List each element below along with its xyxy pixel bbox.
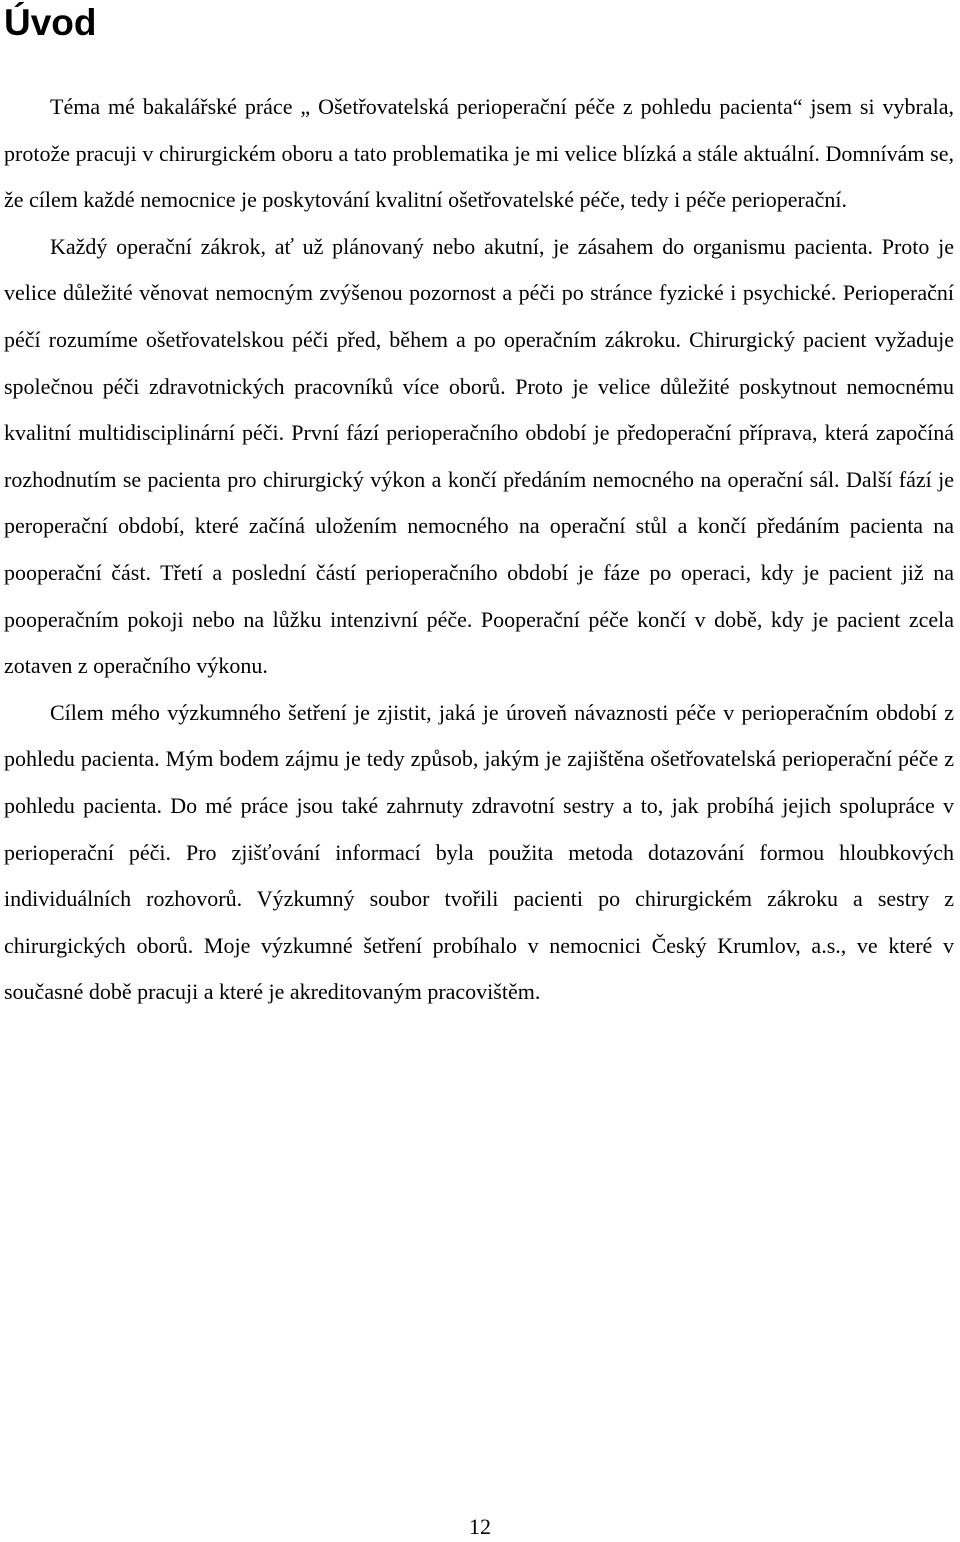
body-text: [4, 84, 954, 1016]
paragraph-topic-choice: Téma mé bakalářské práce „ Ošetřovatelská perioperační péče z pohledu pacienta“ jsem si vybrala, protože pracuji v chirurgickém oboru a tato problematika je mi velice blízká a stále aktuální. Domnívám se, že cílem každé nemocnice je poskytování kvalitní ošetřovatelské péče, tedy i péče perioperační.: [4, 94, 954, 213]
page-title: Úvod: [4, 2, 97, 43]
paragraph-perioperative-care: Každý operační zákrok, ať už plánovaný nebo akutní, je zásahem do organismu pacienta. Proto je velice důležité věnovat nemocným zvýšenou pozornost a péči po stránce fyzické i psychické. Perioperační péčí rozumíme ošetřovatelskou péči před, během a po operačním zákroku. Chirurgický pacient vyžaduje společnou péči zdravotnických pracovníků více oborů. Proto je velice důležité poskytnout nemocnému kvalitní multidisciplinární péči. První fází perioperačního období je předoperační příprava, která započíná rozhodnutím se pacienta pro chirurgický výkon a končí předáním nemocného na operační sál. Další fází je peroperační období, které začíná uložením nemocného na operační stůl a končí předáním pacienta na pooperační část. Třetí a poslední částí perioperačního období je fáze po operaci, kdy je pacient již na pooperačním pokoji nebo na lůžku intenzivní péče. Pooperační péče končí v době, kdy je pacient zcela zotaven z operačního výkonu.: [4, 233, 954, 679]
paragraph-research-goal: Cílem mého výzkumného šetření je zjistit, jaká je úroveň návaznosti péče v perioperačním období z pohledu pacienta. Mým bodem zájmu je tedy způsob, jakým je zajištěna ošetřovatelská perioperační péče z pohledu pacienta. Do mé práce jsou také zahrnuty zdravotní sestry a to, jak probíhá jejich spolupráce v perioperační péči. Pro zjišťování informací byla použita metoda dotazování formou hloubkových individuálních rozhovorů. Výzkumný soubor tvořili pacienti po chirurgickém zákroku a sestry z chirurgických oborů. Moje výzkumné šetření probíhalo v nemocnici Český Krumlov, a.s., ve které v současné době pracuji a které je akreditovaným pracovištěm.: [4, 699, 954, 1005]
page-number: 12: [469, 1514, 491, 1539]
